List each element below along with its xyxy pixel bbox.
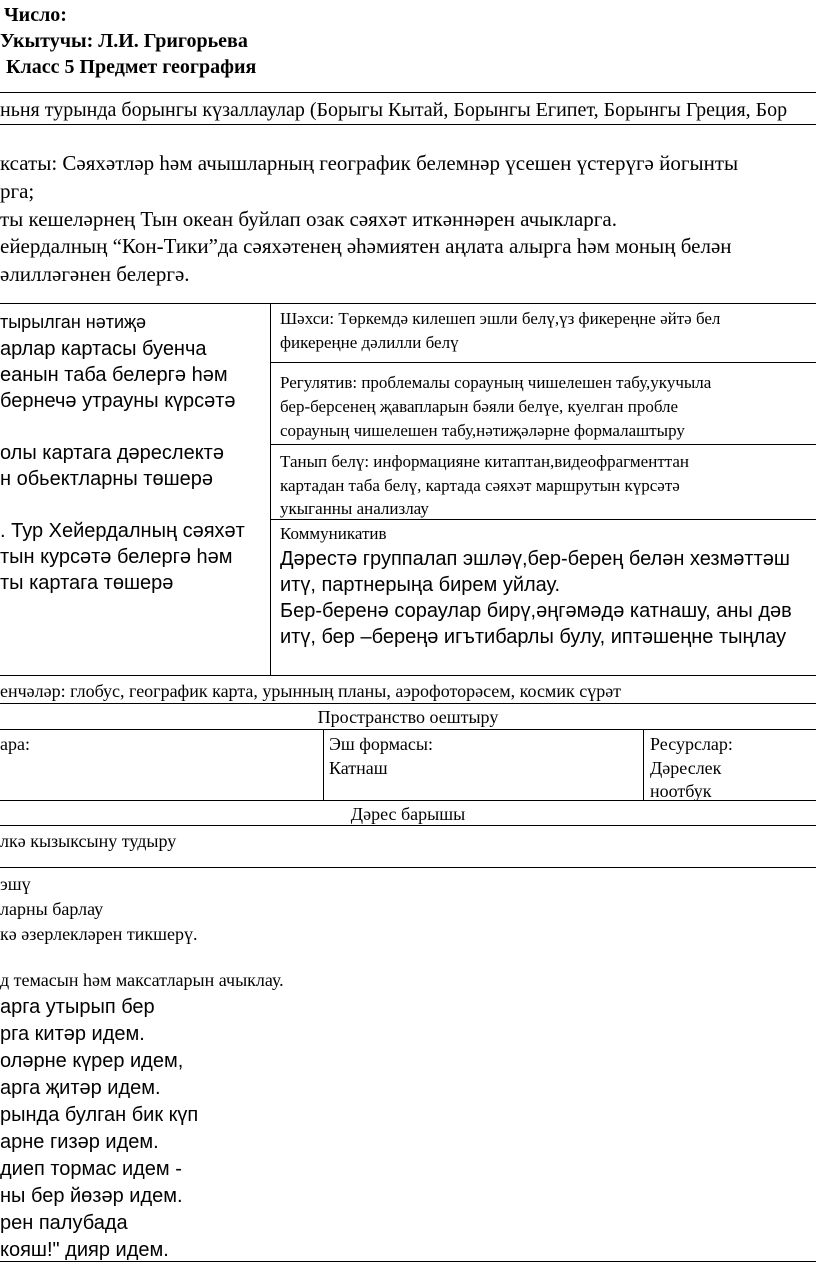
results-left-line: . Тур Хейердалның сәяхәт bbox=[0, 520, 245, 542]
results-left-line: н обьектларны төшерә bbox=[0, 468, 214, 490]
communicative-line-3: Бер-беренә сораулар бирү,әңгәмәдә катнашу, аны дәв bbox=[280, 600, 792, 622]
lesson-title: Дәрес барышы bbox=[350, 804, 466, 824]
lesson-line: д темасын һәм максатларын ачыклау. bbox=[0, 970, 284, 990]
regulative-line-1 bbox=[280, 371, 816, 394]
results-left-line: бернечә утрауны күрсәтә bbox=[0, 390, 236, 412]
resources-line: енчәләр: глобус, географик карта, урынның планы, аэрофоторәсем, космик сүрәт bbox=[0, 681, 622, 701]
cognitive-line-1 bbox=[280, 450, 816, 473]
goals-text: Сәяхәтләр һәм ачышларның географик белемнәр үсешен үстерүгә йогынты bbox=[57, 151, 739, 175]
personal-line-1 bbox=[280, 307, 816, 330]
goals-label: ксаты: bbox=[0, 151, 58, 175]
goals-line-4: ейердалның “Кон-Тики”да сәяхәтенең әһәмиятен аңлата алырга һәм моның белән bbox=[0, 234, 732, 258]
results-left-line: еанын таба белергә һәм bbox=[0, 364, 228, 386]
resources-label: Ресурслар: bbox=[650, 734, 733, 754]
communicative-line-2: итү, партнерыңа бирем уйлау. bbox=[280, 574, 561, 596]
poem-line: кояш!" дияр идем. bbox=[0, 1239, 169, 1261]
poem-line: рында булган бик күп bbox=[0, 1104, 199, 1126]
goals-line-1 bbox=[0, 150, 738, 176]
regulative-line-2: бер-берсенең җавапларын бәяли белүе, куелган пробле bbox=[280, 397, 679, 416]
space-org-col1: ара: bbox=[0, 734, 30, 754]
lesson-line: ларны барлау bbox=[0, 899, 104, 919]
teacher-line: Укытучы: Л.И. Григорьева bbox=[0, 30, 248, 52]
poem-line: рен палубада bbox=[0, 1212, 128, 1234]
results-left-line: тын курсәтә белергә һәм bbox=[0, 546, 233, 568]
goals-line-3: ты кешеләрнең Тын океан буйлап озак сәяхәт иткәннәрен ачыкларга. bbox=[0, 207, 617, 231]
personal-text: : Төркемдә килешеп эшли белү,үз фикереңне әйтә бел bbox=[329, 309, 721, 328]
date-label: Число: bbox=[4, 4, 67, 26]
resources-value-1: Дәреслек bbox=[650, 758, 722, 778]
personal-line-2: фикереңне дәлилли белү bbox=[280, 333, 459, 352]
cognitive-line-2: картадан таба белү, картада сәяхәт маршрутын күрсәтә bbox=[280, 476, 680, 495]
regulative-line-3: сорауның чишелешен табу,нәтиҗәләрне формалаштыру bbox=[280, 421, 685, 440]
results-left-line: ты картага төшерә bbox=[0, 572, 174, 594]
results-left-line: арлар картасы буенча bbox=[0, 338, 207, 360]
work-form-value: Катнаш bbox=[329, 758, 388, 778]
poem-line: арга утырып бер bbox=[0, 996, 155, 1018]
cognitive-line-3: укыганны анализлау bbox=[280, 499, 429, 518]
divider bbox=[0, 124, 816, 125]
communicative-label: Коммуникатив bbox=[280, 524, 387, 543]
divider bbox=[0, 92, 816, 93]
communicative-line-4: итү, бер –береңә игътибарлы булу, иптәшеңне тыңлау bbox=[280, 626, 787, 648]
poem-line: ны бер йөзәр идем. bbox=[0, 1185, 183, 1207]
regulative-label: Регулятив bbox=[280, 373, 353, 392]
work-form-label: Эш формасы: bbox=[329, 734, 433, 754]
topic-line: ньня турында борынгы күзаллаулар (Борыгы Кытай, Борынгы Египет, Борынгы Греция, Бор bbox=[0, 99, 788, 121]
lesson-row-1: лкә кызыксыну тудыру bbox=[0, 831, 177, 851]
poem-line: рга китәр идем. bbox=[0, 1023, 145, 1045]
cognitive-text: : информацияне китаптан,видеофрагменттан bbox=[364, 452, 690, 471]
lesson-line: эшү bbox=[0, 874, 31, 894]
results-left-line: олы картага дәреслектә bbox=[0, 442, 224, 464]
poem-line: оләрне күрер идем, bbox=[0, 1050, 184, 1072]
regulative-text: : проблемалы сорауның чишелешен табу,укучыла bbox=[352, 373, 712, 392]
cognitive-label: Танып белү bbox=[280, 452, 365, 471]
poem-line: диеп тормас идем - bbox=[0, 1158, 182, 1180]
communicative-line-1: Дәрестә группалап эшләү,бер-берең белән хезмәттәш bbox=[280, 548, 790, 570]
space-org-title: Пространство оештыру bbox=[317, 707, 499, 727]
lesson-line: кә әзерлекләрен тикшерү. bbox=[0, 924, 198, 944]
class-subject-line: Класс 5 Предмет география bbox=[6, 56, 257, 78]
poem-line: арга җитәр идем. bbox=[0, 1077, 161, 1099]
personal-label: Шәхси bbox=[280, 309, 330, 328]
goals-line-2: рга; bbox=[0, 179, 35, 203]
results-left-header: тырылган нәтиҗә bbox=[0, 312, 147, 332]
resources-value-2: ноотбук bbox=[650, 781, 712, 801]
poem-line: арне гизәр идем. bbox=[0, 1131, 159, 1153]
goals-line-5: әлилләгәнен белергә. bbox=[0, 262, 190, 286]
